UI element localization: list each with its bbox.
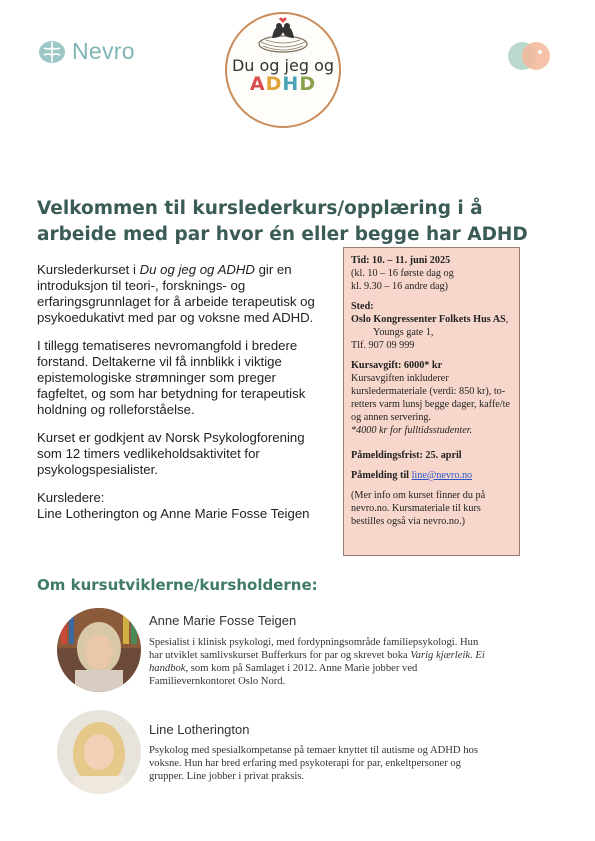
leaders-paragraph — [37, 490, 322, 522]
deadline-text: Påmeldingsfrist: 25. april — [351, 450, 462, 461]
approval-paragraph: Kurset er godkjent av Norsk Psykologforening som 12 timers vedlikeholdsaktivitet for psykologspesialister. — [37, 430, 305, 477]
portrait-photo — [57, 608, 141, 692]
desc-text: Spesialist i klinisk psykologi, med fordypningsområde familiepsykologi. Hun har utviklet samlivskurset Bufferkurs for par og skrevet boka — [149, 637, 479, 661]
brand-name: Nevro — [72, 38, 135, 64]
signup — [351, 469, 512, 482]
fee-block — [351, 359, 512, 437]
avatar-anne-marie — [57, 608, 141, 692]
course-name: Du og jeg og ADHD — [139, 262, 255, 277]
fee-note: *4000 kr for fulltidsstudenter. — [351, 425, 473, 436]
desc-text: Psykolog med spesialkompetanse på temaer knyttet til autisme og ADHD hos voksne. Hun har bred erfaring med psykoterapi for par, enkeltpersoner og grupper. Line jobber i privat praksis. — [149, 745, 478, 782]
partner-logo-icon — [506, 40, 552, 72]
birds-nest-icon — [252, 14, 314, 54]
intro-paragraph — [37, 262, 322, 326]
badge-letter: H — [282, 73, 300, 95]
fee-text: Kursavgiften inkluderer kursledermateriale (verdi: 850 kr), to-retters varm lunsj begge dager, kaffe/te og annen servering. — [351, 373, 510, 423]
brain-icon — [38, 40, 66, 64]
badge-letter: D — [299, 73, 317, 95]
page-title: Velkommen til kurslederkurs/opplæring i å arbeide med par hvor én eller begge har ADHD — [37, 198, 528, 245]
intro-text-cont: gir en introduksjon til teori-, forsknings- og erfaringsgrunnlaget for å arbeide terapeutisk og psykoedukativt med par og voksne med ADHD. — [37, 262, 315, 325]
leaders-label: Kursledere: — [37, 490, 105, 505]
place-address: Youngs gate 1, — [373, 327, 434, 338]
portrait-photo — [57, 710, 141, 794]
time-day2: kl. 9.30 – 16 andre dag) — [351, 281, 449, 292]
person-description — [149, 744, 489, 783]
leaders-names: Line Lotherington og Anne Marie Fosse Teigen — [37, 506, 310, 521]
more-info: (Mer info om kurset finner du på nevro.no. Kursmateriale til kurs bestilles også via nevro.no.) — [351, 490, 486, 527]
place-name: Oslo Kongressenter Folkets Hus AS — [351, 314, 506, 325]
book-title: Varig kjærleik. Ei handbok — [149, 650, 485, 674]
badge-letter: D — [265, 73, 283, 95]
nevro-logo — [38, 38, 135, 65]
signup-email-link[interactable]: line@nevro.no — [411, 470, 473, 481]
section-title: Om kursutviklerne/kursholderne: — [37, 576, 318, 594]
course-logo-badge — [225, 12, 341, 128]
badge-adhd — [250, 73, 316, 95]
person-name: Line Lotherington — [149, 722, 250, 737]
intro-text: Kurslederkurset i — [37, 262, 140, 277]
time-day1: (kl. 10 – 16 første dag og — [351, 268, 454, 279]
course-description — [37, 262, 322, 534]
place-phone: Tlf. 907 09 999 — [351, 340, 415, 351]
avatar-line — [57, 710, 141, 794]
neurodiversity-paragraph: I tillegg tematiseres nevromangfold i bredere forstand. Deltakerne vil få innblikk i viktige epistemologiske strømninger som preger fagfeltet, og som har betydning for terapeutisk holdning og rolleforståelse. — [37, 338, 306, 417]
fee-label: Kursavgift: 6000* kr — [351, 360, 443, 371]
time-block — [351, 254, 512, 293]
deadline — [351, 449, 512, 462]
signup-label: Påmelding til — [351, 470, 412, 481]
time-label: Tid: 10. – 11. juni 2025 — [351, 255, 451, 266]
badge-letter: A — [249, 73, 266, 95]
course-info-box — [343, 247, 520, 556]
place-label: Sted: — [351, 301, 374, 312]
person-name: Anne Marie Fosse Teigen — [149, 613, 297, 628]
place-block: Sted: Oslo Kongressenter Folkets Hus AS, Youngs gate 1, Tlf. 907 09 999 — [351, 301, 509, 351]
desc-text-cont: , som kom på Samlaget i 2012. Anne Marie jobber ved Familievernkontoret Oslo Nord. — [149, 663, 418, 687]
person-description — [149, 636, 489, 688]
badge-title: Du og jeg og — [231, 56, 335, 75]
